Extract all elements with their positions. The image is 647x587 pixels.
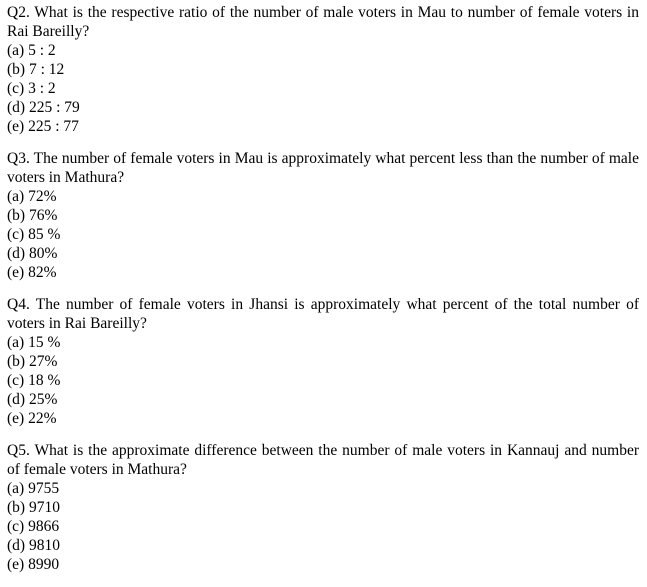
option-e: (e) 22% [7,410,57,427]
option-d: (d) 80% [7,245,58,262]
option-b: (b) 76% [7,207,58,224]
option-c: (c) 3 : 2 [7,80,56,97]
option-b: (b) 27% [7,353,58,370]
options-list [7,479,639,574]
question-text: Q5. What is the approximate difference between the number of male voters in Kannauj and number of female voters in Mathura? [7,442,639,478]
question-q3 [7,149,639,282]
question-q4 [7,295,639,428]
question-document [7,3,639,587]
option-d: (d) 9810 [7,537,60,554]
option-a: (a) 9755 [7,480,60,497]
option-a: (a) 5 : 2 [7,42,56,59]
options-list [7,41,639,136]
option-c: (c) 9866 [7,518,60,535]
option-e: (e) 82% [7,264,57,281]
option-d: (d) 25% [7,391,58,408]
options-list [7,187,639,282]
option-d: (d) 225 : 79 [7,99,80,116]
question-text: Q2. What is the respective ratio of the number of male voters in Mau to number of female voters in Rai Bareilly? [7,4,639,40]
question-text: Q3. The number of female voters in Mau is approximately what percent less than the number of male voters in Mathura? [7,150,639,186]
option-c: (c) 85 % [7,226,61,243]
options-list [7,333,639,428]
question-q5 [7,441,639,574]
option-b: (b) 9710 [7,499,60,516]
option-e: (e) 225 : 77 [7,118,79,135]
option-a: (a) 72% [7,188,57,205]
option-b: (b) 7 : 12 [7,61,65,78]
option-c: (c) 18 % [7,372,61,389]
option-e: (e) 8990 [7,556,60,573]
question-text: Q4. The number of female voters in Jhansi is approximately what percent of the total number of voters in Rai Bareilly? [7,296,639,332]
question-q2 [7,3,639,136]
option-a: (a) 15 % [7,334,61,351]
